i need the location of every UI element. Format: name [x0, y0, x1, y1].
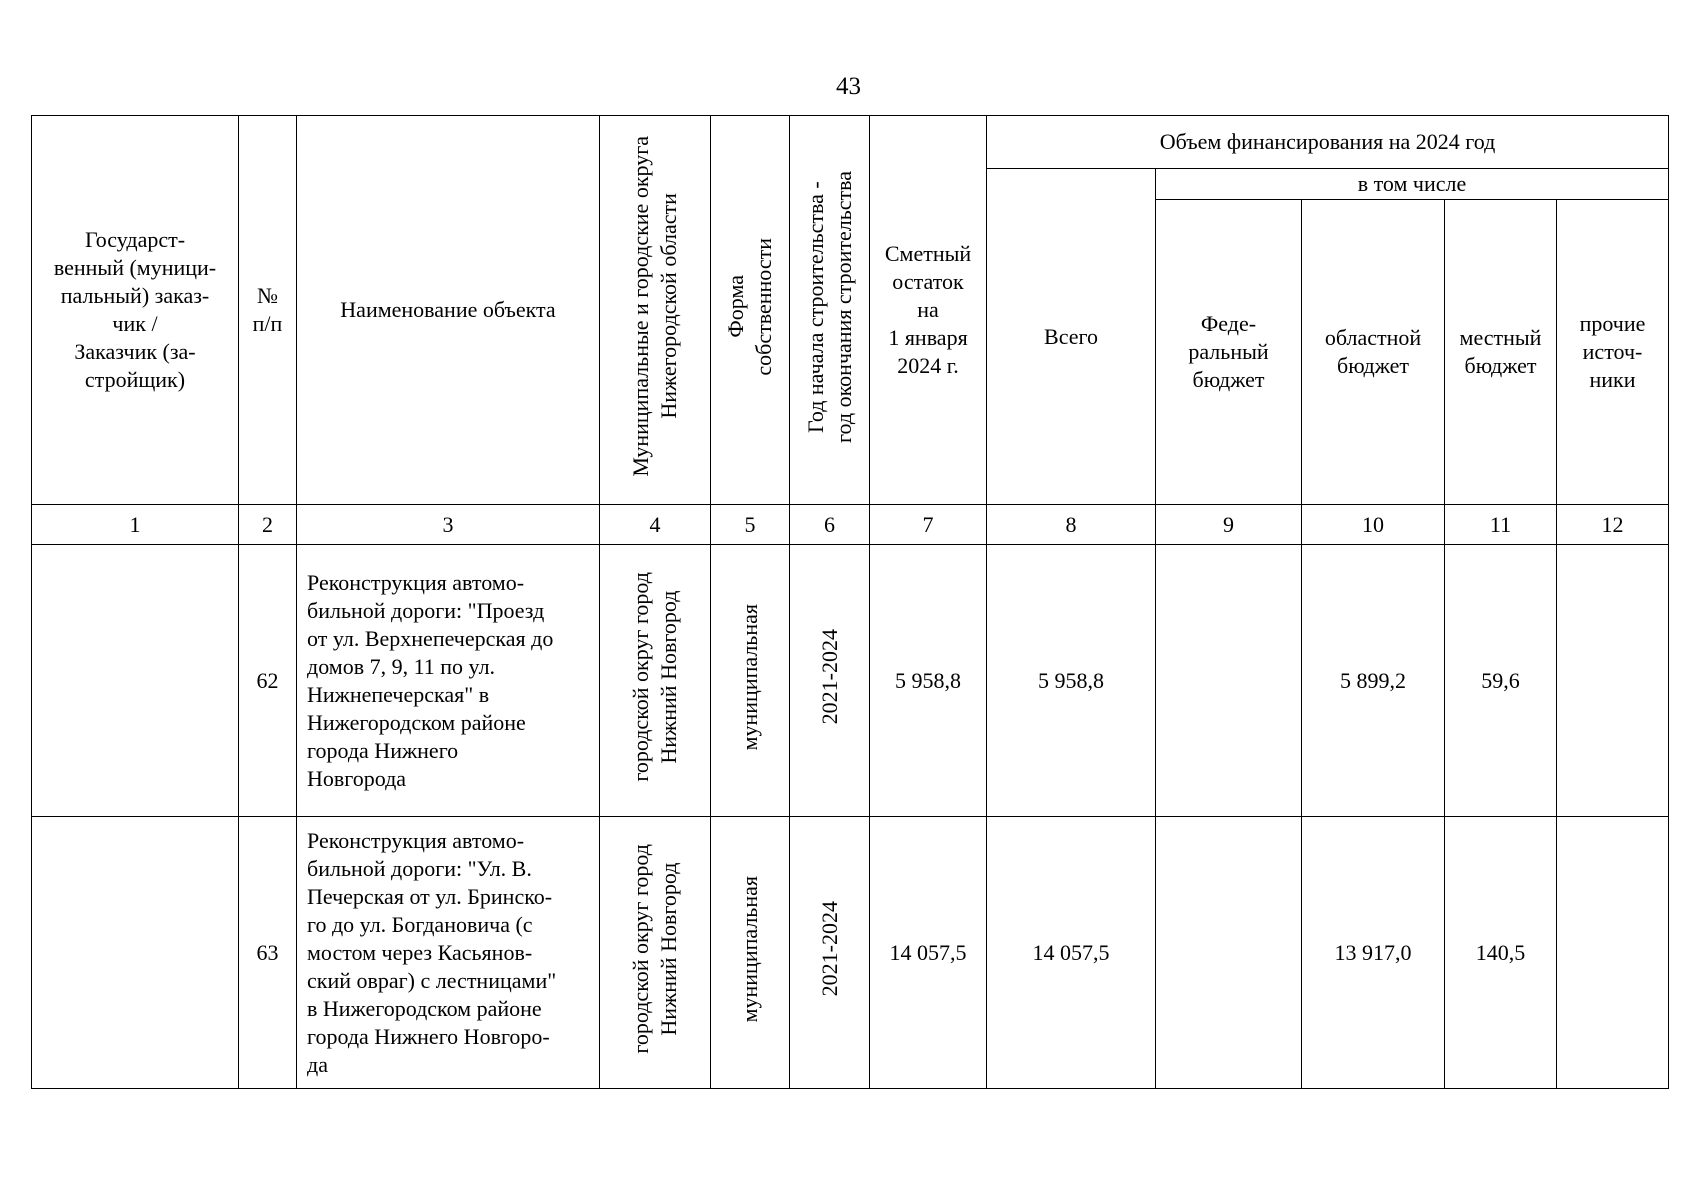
row-total: 5 958,8: [987, 545, 1156, 817]
row-customer: [32, 817, 239, 1089]
row-estimated-balance: 14 057,5: [870, 817, 987, 1089]
header-number: № п/п: [239, 116, 297, 505]
row-years: 2021-2024: [790, 817, 870, 1089]
header-estimated-balance: Сметный остаток на 1 января 2024 г.: [870, 116, 987, 505]
table-row: [32, 545, 1669, 817]
column-number: 7: [870, 505, 987, 545]
row-years: 2021-2024: [790, 545, 870, 817]
row-regional: 5 899,2: [1302, 545, 1445, 817]
column-number-row: [32, 505, 1669, 545]
row-federal: [1156, 817, 1302, 1089]
header-including: в том числе: [1156, 169, 1669, 200]
row-local: 59,6: [1445, 545, 1557, 817]
header-municipality: Муниципальные и городские округа Нижегородской области: [600, 116, 711, 505]
header-regional: областной бюджет: [1302, 200, 1445, 505]
column-number: 9: [1156, 505, 1302, 545]
row-other: [1557, 817, 1669, 1089]
column-number: 2: [239, 505, 297, 545]
header-local: местный бюджет: [1445, 200, 1557, 505]
row-object-name: Реконструкция автомо- бильной дороги: "Проезд от ул. Верхнепечерская до домов 7, 9, 11 по ул. Нижнепечерская" в Нижегородском районе города Нижнего Новгорода: [297, 545, 600, 817]
funding-table: [31, 115, 1669, 1089]
table-row: [32, 817, 1669, 1089]
page-number: 43: [836, 73, 861, 100]
column-number: 3: [297, 505, 600, 545]
column-number: 10: [1302, 505, 1445, 545]
row-municipality: городской округ город Нижний Новгород: [600, 817, 711, 1089]
column-number: 4: [600, 505, 711, 545]
column-number: 1: [32, 505, 239, 545]
header-funding: Объем финансирования на 2024 год: [987, 116, 1669, 169]
header-ownership: Форма собственности: [711, 116, 790, 505]
row-ownership: муниципальная: [711, 545, 790, 817]
row-customer: [32, 545, 239, 817]
row-estimated-balance: 5 958,8: [870, 545, 987, 817]
column-number: 12: [1557, 505, 1669, 545]
header-object-name: Наименование объекта: [297, 116, 600, 505]
row-regional: 13 917,0: [1302, 817, 1445, 1089]
row-total: 14 057,5: [987, 817, 1156, 1089]
row-number: 62: [239, 545, 297, 817]
row-other: [1557, 545, 1669, 817]
column-number: 6: [790, 505, 870, 545]
header-years: Год начала строительства - год окончания строительства: [790, 116, 870, 505]
row-federal: [1156, 545, 1302, 817]
row-local: 140,5: [1445, 817, 1557, 1089]
header-other: прочие источ- ники: [1557, 200, 1669, 505]
column-number: 11: [1445, 505, 1557, 545]
row-municipality: городской округ город Нижний Новгород: [600, 545, 711, 817]
row-number: 63: [239, 817, 297, 1089]
row-ownership: муниципальная: [711, 817, 790, 1089]
header-customer: Государст- венный (муници- пальный) заказ- чик / Заказчик (за- стройщик): [32, 116, 239, 505]
header-federal: Феде- ральный бюджет: [1156, 200, 1302, 505]
header-total: Всего: [987, 169, 1156, 505]
column-number: 5: [711, 505, 790, 545]
row-object-name: Реконструкция автомо- бильной дороги: "Ул. В. Печерская от ул. Бринско- го до ул. Богдановича (с мостом через Касьянов- ский овраг) с лестницами" в Нижегородском районе города Нижнего Новгоро- да: [297, 817, 600, 1089]
column-number: 8: [987, 505, 1156, 545]
